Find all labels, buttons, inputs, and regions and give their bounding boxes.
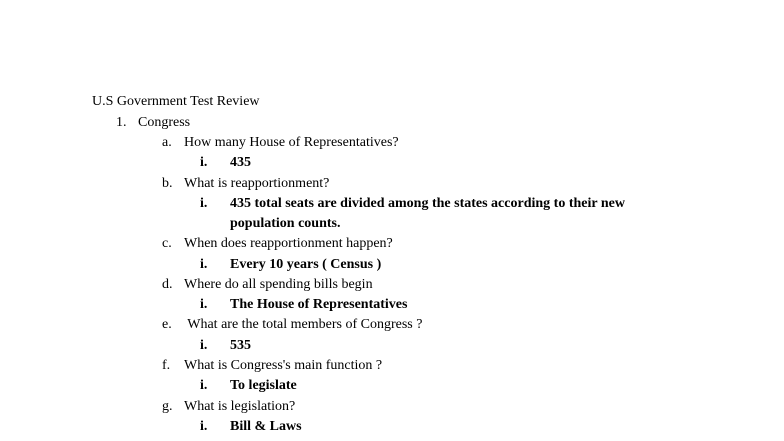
question-marker: d. <box>162 277 173 292</box>
answer-marker: i. <box>200 257 208 272</box>
section-label: Congress <box>138 115 191 130</box>
question-text: What is legislation? <box>184 399 296 414</box>
answer-text: 435 <box>230 155 251 170</box>
answer-marker: i. <box>200 338 208 353</box>
answer-text: Every 10 years ( Census ) <box>230 257 382 272</box>
answer-marker: i. <box>200 297 208 312</box>
question-text: What is reapportionment? <box>184 176 330 191</box>
answer-text: To legislate <box>230 378 297 393</box>
question-text: What are the total members of Congress ? <box>184 317 423 332</box>
answer-text-continued: population counts. <box>230 216 341 231</box>
answer-marker: i. <box>200 196 208 211</box>
question-marker: f. <box>162 358 171 373</box>
question-marker: e. <box>162 317 172 332</box>
question-marker: g. <box>162 399 173 414</box>
answer-text: 535 <box>230 338 251 353</box>
question-marker: b. <box>162 176 173 191</box>
answer-text: The House of Representatives <box>230 297 408 312</box>
question-marker: c. <box>162 236 172 251</box>
answer-marker: i. <box>200 378 208 393</box>
document-title: U.S Government Test Review <box>92 94 260 109</box>
question-text: Where do all spending bills begin <box>184 277 373 292</box>
question-text: What is Congress's main function ? <box>184 358 383 373</box>
answer-marker: i. <box>200 419 208 434</box>
question-text: When does reapportionment happen? <box>184 236 393 251</box>
answer-text: 435 total seats are divided among the states according to their new <box>230 196 625 211</box>
question-marker: a. <box>162 135 172 150</box>
section-marker: 1. <box>116 115 127 130</box>
answer-text: Bill & Laws <box>230 419 302 434</box>
answer-marker: i. <box>200 155 208 170</box>
question-text: How many House of Representatives? <box>184 135 399 150</box>
